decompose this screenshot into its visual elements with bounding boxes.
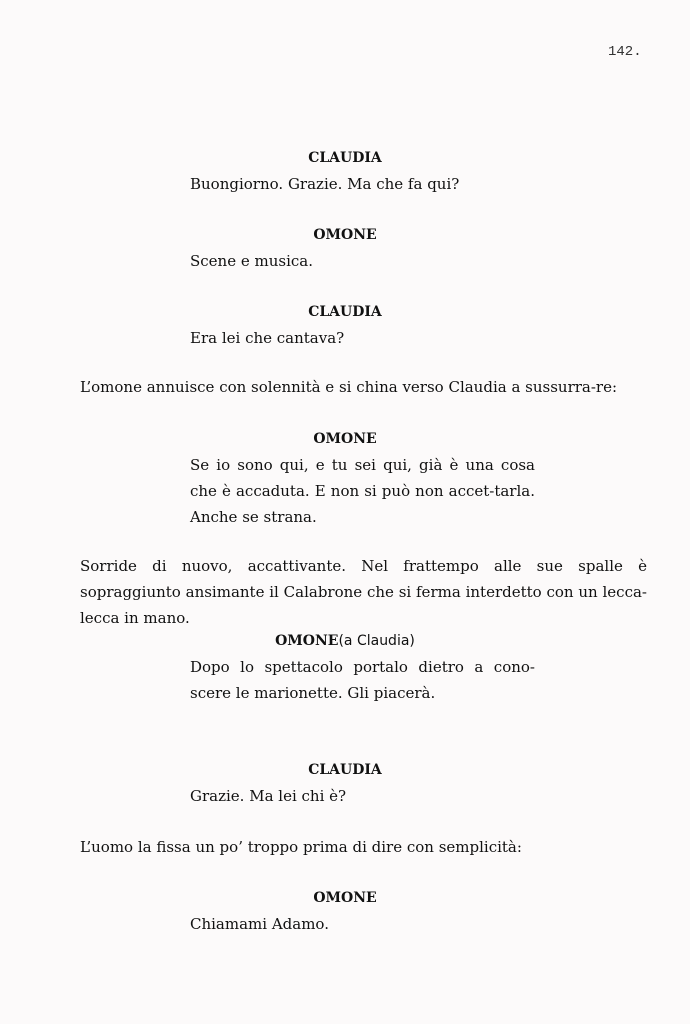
page-number: 142. [608, 44, 642, 60]
stage-direction-paragraph: Sorride di nuovo, accattivante. Nel frattempo alle sue spalle è sopraggiunto ansimante il Calabrone che si ferma interdetto con un lecca-lecca in mano. [80, 557, 647, 627]
speaker-name: CLAUDIA [308, 150, 382, 166]
dialogue-line: Grazie. Ma lei chi è? [190, 787, 347, 805]
stage-direction-paragraph: L’uomo la fissa un po’ troppo prima di dire con semplicità: [80, 838, 522, 856]
speaker-name-text: OMONE [275, 633, 339, 649]
speaker-name: CLAUDIA [308, 304, 382, 320]
dialogue-line: Dopo lo spettacolo portalo dietro a cono-scere le marionette. Gli piacerà. [190, 658, 535, 702]
speaker-name: OMONE [313, 431, 377, 447]
speaker-name: CLAUDIA [308, 762, 382, 778]
dialogue-line: Era lei che cantava? [190, 329, 345, 347]
dialogue-line: Se io sono qui, e tu sei qui, già è una cosa che è accaduta. E non si può non accet-tarla. Anche se strana. [190, 456, 535, 526]
dialogue-line: Buongiorno. Grazie. Ma che fa qui? [190, 175, 460, 193]
parenthetical: (a Claudia) [338, 633, 415, 649]
dialogue-line: Scene e musica. [190, 252, 313, 270]
dialogue-line: Chiamami Adamo. [190, 915, 329, 933]
speaker-name: OMONE [313, 890, 377, 906]
stage-direction-paragraph: L’omone annuisce con solennità e si china verso Claudia a sussurra-re: [80, 378, 618, 396]
speaker-name: OMONE [313, 227, 377, 243]
speaker-name [0, 633, 690, 649]
